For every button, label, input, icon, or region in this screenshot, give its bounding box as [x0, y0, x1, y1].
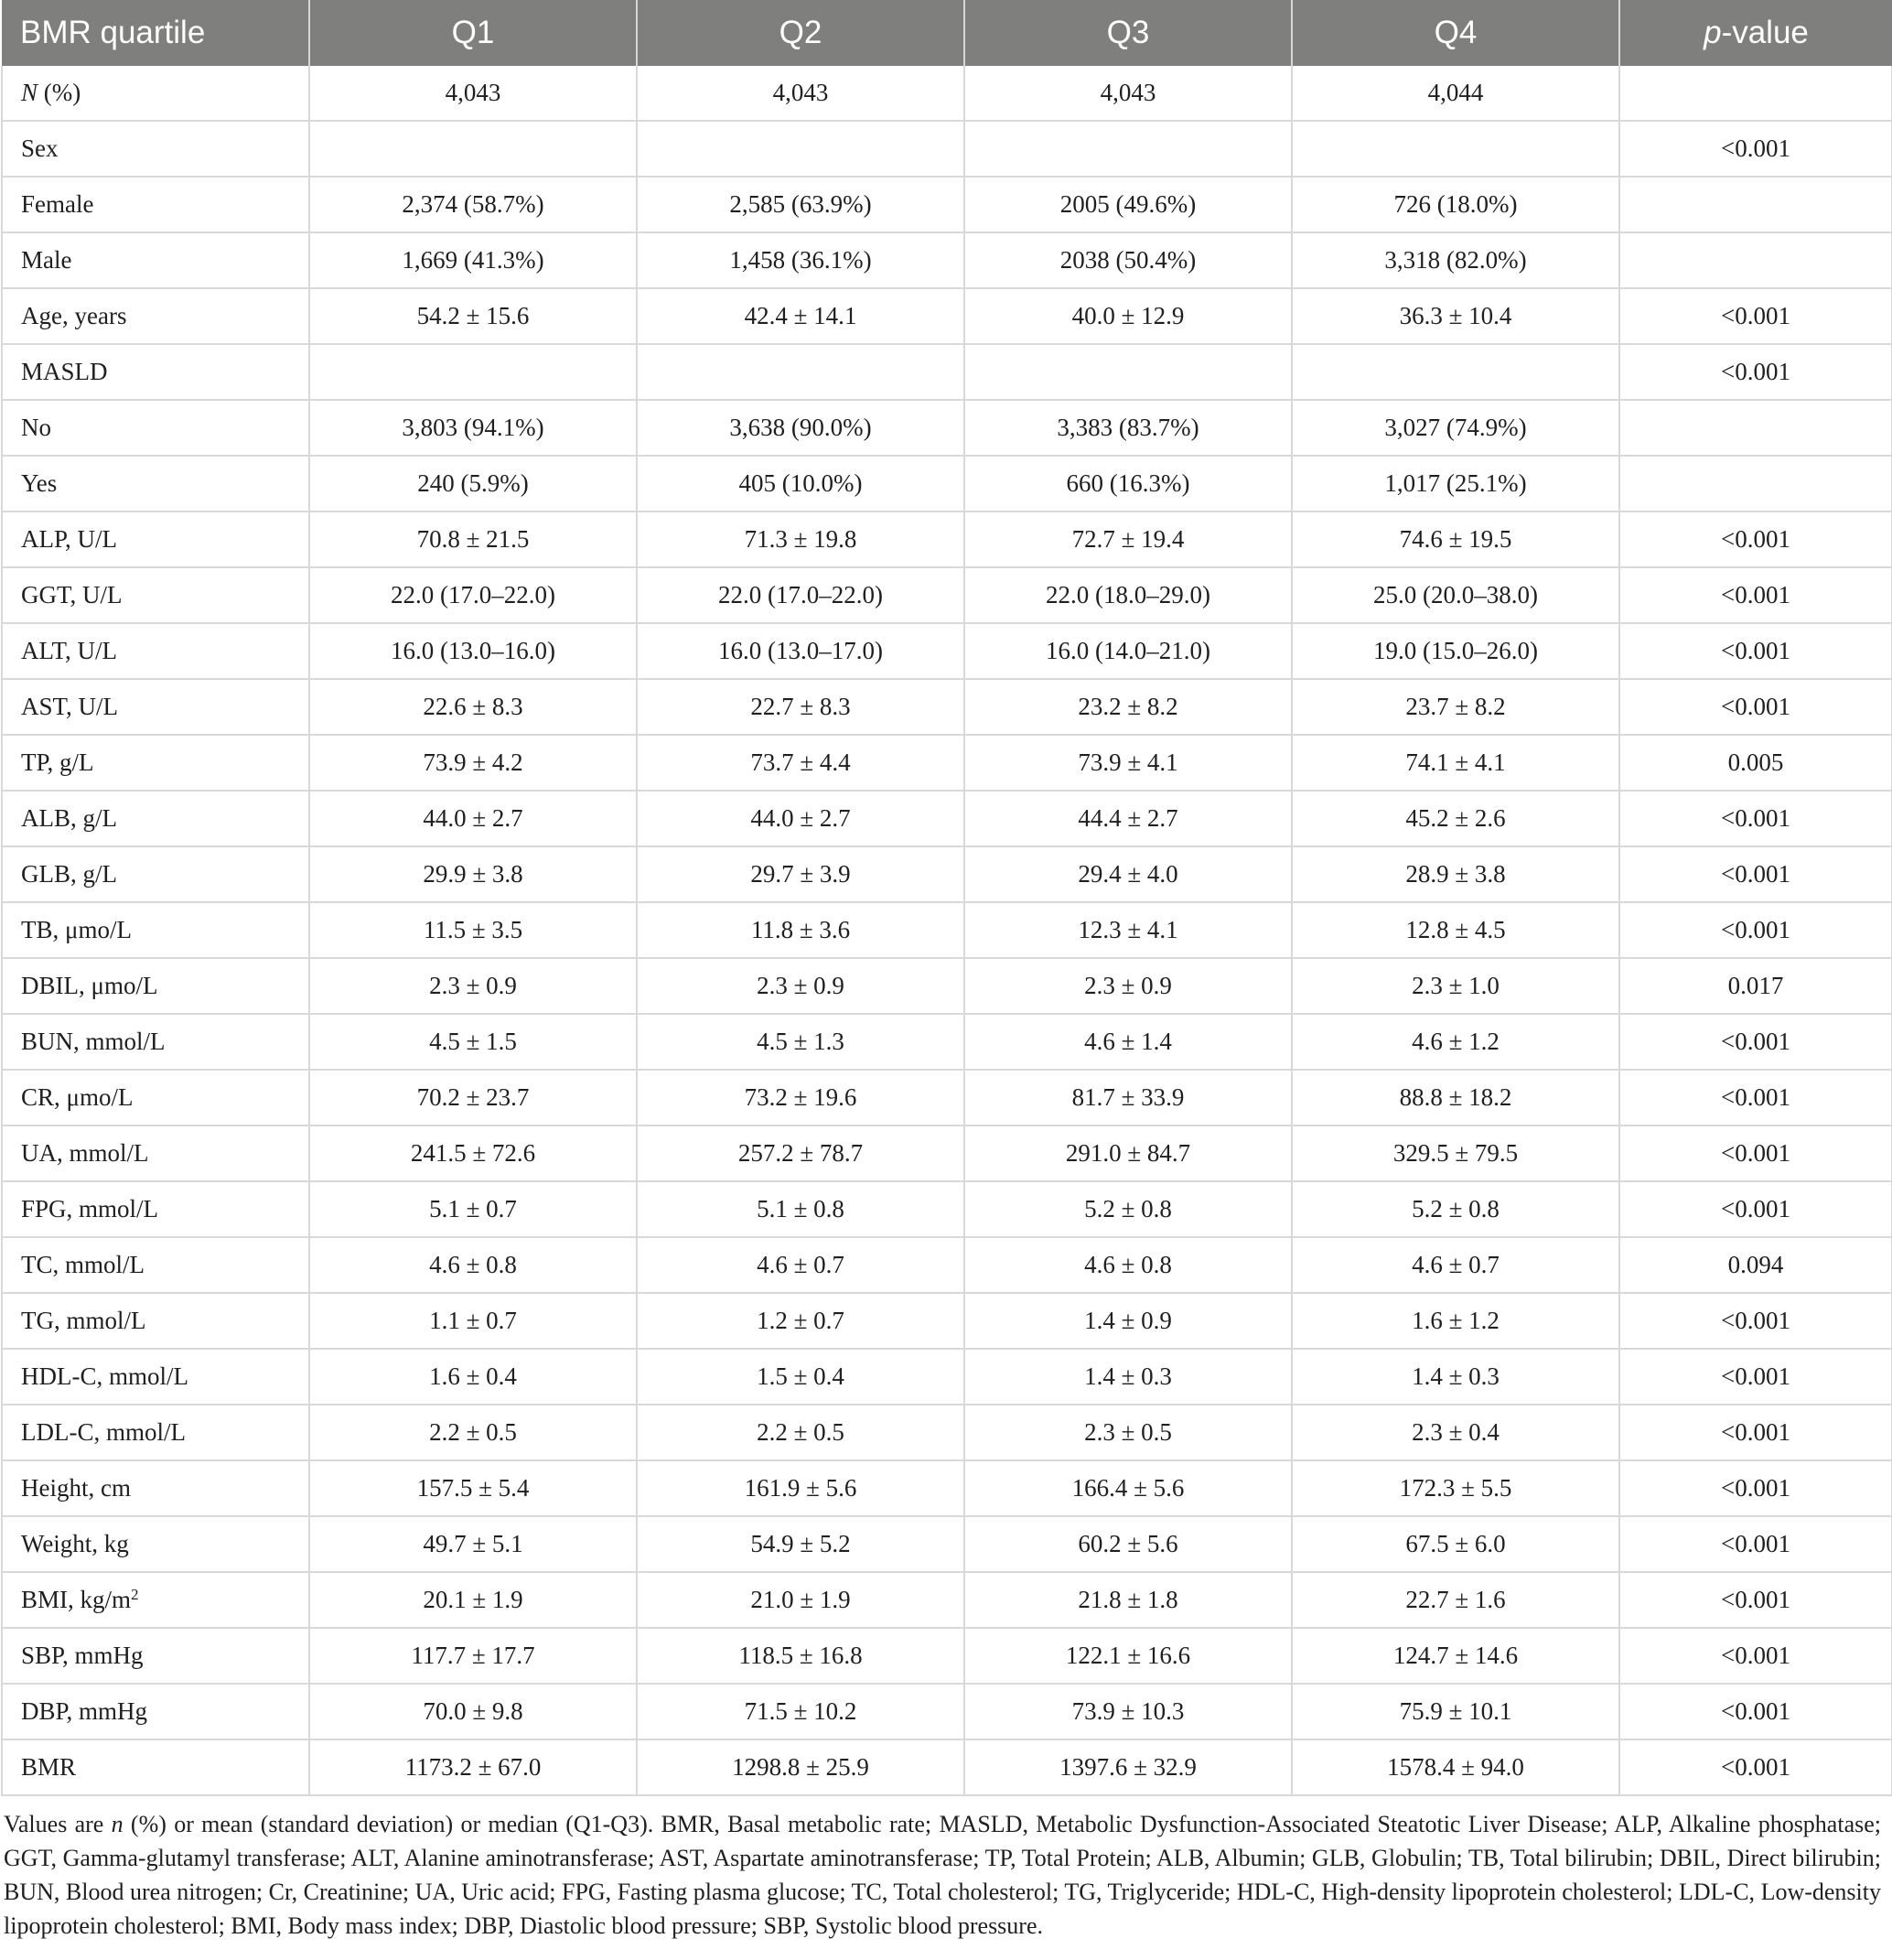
cell-q4: 1.4 ± 0.3 [1292, 1349, 1619, 1405]
header-q4: Q4 [1292, 0, 1619, 66]
cell-p-value [1619, 232, 1892, 288]
header-q3: Q3 [964, 0, 1292, 66]
row-label [2, 567, 309, 623]
cell-q4: 5.2 ± 0.8 [1292, 1181, 1619, 1237]
cell-p-value: <0.001 [1619, 1181, 1892, 1237]
cell-q3: 3,383 (83.7%) [964, 400, 1292, 456]
cell-q2: 5.1 ± 0.8 [637, 1181, 964, 1237]
cell-q4: 4.6 ± 0.7 [1292, 1237, 1619, 1293]
cell-q3: 29.4 ± 4.0 [964, 846, 1292, 902]
cell-q1: 70.2 ± 23.7 [309, 1070, 637, 1125]
n-italic: N [21, 79, 38, 106]
cell-q2: 161.9 ± 5.6 [637, 1460, 964, 1516]
cell-q4: 1578.4 ± 94.0 [1292, 1739, 1619, 1795]
cell-q3: 660 (16.3%) [964, 456, 1292, 512]
table-row [2, 1181, 1892, 1237]
row-label-text: TP, g/L [21, 748, 94, 776]
cell-q3: 23.2 ± 8.2 [964, 679, 1292, 735]
cell-q4: 23.7 ± 8.2 [1292, 679, 1619, 735]
cell-p-value: <0.001 [1619, 1070, 1892, 1125]
cell-q4: 2.3 ± 1.0 [1292, 958, 1619, 1014]
table-row [2, 958, 1892, 1014]
cell-p-value: <0.001 [1619, 1739, 1892, 1795]
bmr-quartile-table [1, 0, 1892, 1796]
row-label [2, 1572, 309, 1628]
row-label-text: Sex [21, 135, 59, 162]
cell-q2: 4,043 [637, 66, 964, 121]
cell-q2 [637, 121, 964, 177]
cell-q2: 73.7 ± 4.4 [637, 735, 964, 791]
cell-q4: 36.3 ± 10.4 [1292, 288, 1619, 344]
header-q2: Q2 [637, 0, 964, 66]
table-row [2, 1293, 1892, 1349]
table-row [2, 121, 1892, 177]
row-label-text: AST, U/L [21, 693, 118, 720]
cell-q4: 1,017 (25.1%) [1292, 456, 1619, 512]
row-label [2, 512, 309, 567]
row-label [2, 177, 309, 232]
cell-q1: 2,374 (58.7%) [309, 177, 637, 232]
cell-q2: 1,458 (36.1%) [637, 232, 964, 288]
cell-q2: 22.7 ± 8.3 [637, 679, 964, 735]
table-row [2, 232, 1892, 288]
row-label-text: BMR [21, 1753, 77, 1781]
cell-p-value: <0.001 [1619, 846, 1892, 902]
header-p-suffix: -value [1721, 15, 1809, 50]
row-label [2, 735, 309, 791]
table-row [2, 177, 1892, 232]
cell-q1: 5.1 ± 0.7 [309, 1181, 637, 1237]
cell-q3: 4,043 [964, 66, 1292, 121]
cell-q1: 54.2 ± 15.6 [309, 288, 637, 344]
table-row [2, 1237, 1892, 1293]
cell-q4 [1292, 344, 1619, 400]
row-label-text: Age, years [21, 302, 127, 329]
row-label [2, 1405, 309, 1460]
table-header [2, 0, 1892, 66]
table-row [2, 400, 1892, 456]
cell-q3: 166.4 ± 5.6 [964, 1460, 1292, 1516]
row-label [2, 400, 309, 456]
cell-q2: 118.5 ± 16.8 [637, 1628, 964, 1684]
cell-q1: 49.7 ± 5.1 [309, 1516, 637, 1572]
cell-p-value [1619, 456, 1892, 512]
cell-q1: 1173.2 ± 67.0 [309, 1739, 637, 1795]
cell-q2: 21.0 ± 1.9 [637, 1572, 964, 1628]
cell-q3 [964, 344, 1292, 400]
cell-p-value: <0.001 [1619, 567, 1892, 623]
cell-q2: 71.5 ± 10.2 [637, 1684, 964, 1739]
table-body [2, 66, 1892, 1795]
table-row [2, 567, 1892, 623]
cell-p-value: <0.001 [1619, 512, 1892, 567]
cell-q2: 29.7 ± 3.9 [637, 846, 964, 902]
cell-q1: 2.3 ± 0.9 [309, 958, 637, 1014]
table-footnote [0, 1796, 1888, 1943]
cell-q4: 3,318 (82.0%) [1292, 232, 1619, 288]
cell-p-value [1619, 177, 1892, 232]
cell-q3: 4.6 ± 1.4 [964, 1014, 1292, 1070]
table-row [2, 1070, 1892, 1125]
row-label-text: HDL-C, mmol/L [21, 1362, 188, 1390]
cell-q2: 257.2 ± 78.7 [637, 1125, 964, 1181]
row-label [2, 679, 309, 735]
cell-q2: 11.8 ± 3.6 [637, 902, 964, 958]
row-label [2, 121, 309, 177]
cell-q1: 4.5 ± 1.5 [309, 1014, 637, 1070]
cell-p-value: 0.005 [1619, 735, 1892, 791]
header-p-value [1619, 0, 1892, 66]
cell-p-value: <0.001 [1619, 121, 1892, 177]
cell-q1 [309, 121, 637, 177]
cell-q3: 5.2 ± 0.8 [964, 1181, 1292, 1237]
row-label-text: CR, μmo/L [21, 1083, 134, 1111]
row-label-text: ALT, U/L [21, 637, 117, 664]
cell-q1: 44.0 ± 2.7 [309, 791, 637, 846]
cell-q4: 172.3 ± 5.5 [1292, 1460, 1619, 1516]
cell-q1 [309, 344, 637, 400]
row-label [2, 456, 309, 512]
row-label-text: Height, cm [21, 1474, 131, 1502]
cell-p-value: <0.001 [1619, 902, 1892, 958]
row-label [2, 623, 309, 679]
cell-p-value: <0.001 [1619, 679, 1892, 735]
row-label [2, 232, 309, 288]
row-label-text: TG, mmol/L [21, 1307, 146, 1334]
row-label [2, 902, 309, 958]
cell-q4: 19.0 (15.0–26.0) [1292, 623, 1619, 679]
cell-q2: 44.0 ± 2.7 [637, 791, 964, 846]
cell-q3: 4.6 ± 0.8 [964, 1237, 1292, 1293]
cell-q4: 12.8 ± 4.5 [1292, 902, 1619, 958]
cell-q1: 240 (5.9%) [309, 456, 637, 512]
cell-p-value: <0.001 [1619, 1405, 1892, 1460]
cell-p-value: 0.094 [1619, 1237, 1892, 1293]
cell-q4: 74.6 ± 19.5 [1292, 512, 1619, 567]
cell-q3: 2.3 ± 0.9 [964, 958, 1292, 1014]
row-label-text: BUN, mmol/L [21, 1028, 166, 1055]
table-row [2, 1572, 1892, 1628]
cell-q4: 124.7 ± 14.6 [1292, 1628, 1619, 1684]
row-label-text: Male [21, 246, 72, 274]
cell-q1: 20.1 ± 1.9 [309, 1572, 637, 1628]
row-label-text: DBP, mmHg [21, 1697, 148, 1725]
cell-q1: 16.0 (13.0–16.0) [309, 623, 637, 679]
row-label [2, 1014, 309, 1070]
row-label [2, 1516, 309, 1572]
cell-q4: 4,044 [1292, 66, 1619, 121]
table-row [2, 679, 1892, 735]
cell-p-value [1619, 66, 1892, 121]
row-label-text: BMI, kg/m [21, 1586, 132, 1613]
row-label [2, 1237, 309, 1293]
table-row [2, 1739, 1892, 1795]
row-label [2, 1070, 309, 1125]
table-row [2, 1125, 1892, 1181]
row-label [2, 288, 309, 344]
row-label [2, 846, 309, 902]
row-label-text: UA, mmol/L [21, 1139, 149, 1167]
row-label-text: Yes [21, 469, 58, 497]
cell-q1: 1,669 (41.3%) [309, 232, 637, 288]
cell-q3: 2005 (49.6%) [964, 177, 1292, 232]
cell-q1: 2.2 ± 0.5 [309, 1405, 637, 1460]
footnote-prefix: Values are [4, 1811, 112, 1837]
cell-q2: 54.9 ± 5.2 [637, 1516, 964, 1572]
cell-q2: 42.4 ± 14.1 [637, 288, 964, 344]
cell-q1: 3,803 (94.1%) [309, 400, 637, 456]
cell-q3: 1.4 ± 0.3 [964, 1349, 1292, 1405]
cell-q2: 2.2 ± 0.5 [637, 1405, 964, 1460]
cell-p-value: <0.001 [1619, 1684, 1892, 1739]
header-row [2, 0, 1892, 66]
cell-q3: 1.4 ± 0.9 [964, 1293, 1292, 1349]
row-label [2, 958, 309, 1014]
cell-q4: 74.1 ± 4.1 [1292, 735, 1619, 791]
n-suffix: (%) [38, 79, 81, 106]
cell-q3 [964, 121, 1292, 177]
cell-q3: 122.1 ± 16.6 [964, 1628, 1292, 1684]
cell-q3: 73.9 ± 10.3 [964, 1684, 1292, 1739]
cell-p-value: 0.017 [1619, 958, 1892, 1014]
row-label-text: GLB, g/L [21, 860, 117, 888]
cell-p-value [1619, 400, 1892, 456]
table-row [2, 512, 1892, 567]
cell-q3: 40.0 ± 12.9 [964, 288, 1292, 344]
cell-q3: 22.0 (18.0–29.0) [964, 567, 1292, 623]
cell-q1: 1.1 ± 0.7 [309, 1293, 637, 1349]
header-p-italic: p [1704, 15, 1722, 50]
footnote-n-italic: n [111, 1811, 124, 1837]
cell-q3: 1397.6 ± 32.9 [964, 1739, 1292, 1795]
row-label [2, 791, 309, 846]
cell-q3: 12.3 ± 4.1 [964, 902, 1292, 958]
table-row [2, 735, 1892, 791]
cell-p-value: <0.001 [1619, 791, 1892, 846]
row-label [2, 1349, 309, 1405]
row-label-text: ALP, U/L [21, 525, 118, 553]
cell-q1: 241.5 ± 72.6 [309, 1125, 637, 1181]
cell-q4: 329.5 ± 79.5 [1292, 1125, 1619, 1181]
row-label [2, 66, 309, 121]
row-label-text: Weight, kg [21, 1530, 129, 1557]
cell-q3: 73.9 ± 4.1 [964, 735, 1292, 791]
table-row [2, 1014, 1892, 1070]
row-label [2, 1125, 309, 1181]
cell-q3: 16.0 (14.0–21.0) [964, 623, 1292, 679]
footnote-text: (%) or mean (standard deviation) or median (Q1-Q3). BMR, Basal metabolic rate; MASLD, Metabolic Dysfunction-Associated Steatotic Liver Disease; ALP, Alkaline phosphatase; GGT, Gamma-glutamyl transferase; ALT, Alanine aminotransferase; AST, Aspartate aminotransferase; TP, Total Protein; ALB, Albumin; GLB, Globulin; TB, Total bilirubin; DBIL, Direct bilirubin; BUN, Blood urea nitrogen; Cr, Creatinine; UA, Uric acid; FPG, Fasting plasma glucose; TC, Total cholesterol; TG, Triglyceride; HDL-C, High-density lipoprotein cholesterol; LDL-C, Low-density lipoprotein cholesterol; BMI, Body mass index; DBP, Diastolic blood pressure; SBP, Systolic blood pressure. [4, 1811, 1881, 1939]
cell-q1: 11.5 ± 3.5 [309, 902, 637, 958]
row-label [2, 1293, 309, 1349]
table-row [2, 623, 1892, 679]
cell-q1: 22.0 (17.0–22.0) [309, 567, 637, 623]
cell-q2: 1.5 ± 0.4 [637, 1349, 964, 1405]
row-label [2, 1628, 309, 1684]
cell-q2: 22.0 (17.0–22.0) [637, 567, 964, 623]
cell-q2: 2.3 ± 0.9 [637, 958, 964, 1014]
cell-q4: 3,027 (74.9%) [1292, 400, 1619, 456]
table-row [2, 288, 1892, 344]
cell-q4: 726 (18.0%) [1292, 177, 1619, 232]
cell-p-value: <0.001 [1619, 1125, 1892, 1181]
cell-q4: 4.6 ± 1.2 [1292, 1014, 1619, 1070]
row-label-text: No [21, 414, 51, 441]
cell-q1: 73.9 ± 4.2 [309, 735, 637, 791]
cell-q4: 22.7 ± 1.6 [1292, 1572, 1619, 1628]
cell-p-value: <0.001 [1619, 1293, 1892, 1349]
cell-q3: 2.3 ± 0.5 [964, 1405, 1292, 1460]
cell-q2: 4.5 ± 1.3 [637, 1014, 964, 1070]
cell-q2: 4.6 ± 0.7 [637, 1237, 964, 1293]
cell-q4: 45.2 ± 2.6 [1292, 791, 1619, 846]
table-row [2, 791, 1892, 846]
cell-q4: 2.3 ± 0.4 [1292, 1405, 1619, 1460]
header-bmr-quartile: BMR quartile [2, 0, 309, 66]
row-label-text: MASLD [21, 358, 108, 385]
table-row [2, 1460, 1892, 1516]
cell-q4 [1292, 121, 1619, 177]
table-row [2, 1349, 1892, 1405]
table-row [2, 1684, 1892, 1739]
cell-q4: 1.6 ± 1.2 [1292, 1293, 1619, 1349]
header-q1: Q1 [309, 0, 637, 66]
row-label-text: DBIL, μmo/L [21, 972, 158, 999]
row-label-text: TC, mmol/L [21, 1251, 145, 1278]
table-row [2, 66, 1892, 121]
table-row [2, 344, 1892, 400]
cell-q3: 21.8 ± 1.8 [964, 1572, 1292, 1628]
table-row [2, 1628, 1892, 1684]
cell-q1: 70.8 ± 21.5 [309, 512, 637, 567]
row-label [2, 1739, 309, 1795]
row-label [2, 1684, 309, 1739]
row-label-text: GGT, U/L [21, 581, 123, 608]
cell-q3: 60.2 ± 5.6 [964, 1516, 1292, 1572]
cell-q1: 4,043 [309, 66, 637, 121]
row-label-text: LDL-C, mmol/L [21, 1418, 186, 1446]
table-row [2, 1405, 1892, 1460]
cell-q3: 2038 (50.4%) [964, 232, 1292, 288]
cell-p-value: <0.001 [1619, 1460, 1892, 1516]
cell-q3: 44.4 ± 2.7 [964, 791, 1292, 846]
cell-q3: 291.0 ± 84.7 [964, 1125, 1292, 1181]
cell-p-value: <0.001 [1619, 1349, 1892, 1405]
cell-q2 [637, 344, 964, 400]
cell-q1: 1.6 ± 0.4 [309, 1349, 637, 1405]
row-label [2, 1181, 309, 1237]
cell-q4: 28.9 ± 3.8 [1292, 846, 1619, 902]
cell-q4: 75.9 ± 10.1 [1292, 1684, 1619, 1739]
table-row [2, 902, 1892, 958]
cell-p-value: <0.001 [1619, 344, 1892, 400]
cell-q4: 25.0 (20.0–38.0) [1292, 567, 1619, 623]
row-label-text: TB, μmo/L [21, 916, 132, 943]
cell-q1: 157.5 ± 5.4 [309, 1460, 637, 1516]
cell-q2: 73.2 ± 19.6 [637, 1070, 964, 1125]
cell-q3: 81.7 ± 33.9 [964, 1070, 1292, 1125]
cell-q1: 29.9 ± 3.8 [309, 846, 637, 902]
cell-q2: 16.0 (13.0–17.0) [637, 623, 964, 679]
cell-q2: 2,585 (63.9%) [637, 177, 964, 232]
cell-p-value: <0.001 [1619, 1572, 1892, 1628]
table-row [2, 456, 1892, 512]
row-label-superscript: 2 [131, 1586, 139, 1603]
cell-q1: 117.7 ± 17.7 [309, 1628, 637, 1684]
cell-p-value: <0.001 [1619, 623, 1892, 679]
cell-q1: 4.6 ± 0.8 [309, 1237, 637, 1293]
cell-p-value: <0.001 [1619, 1628, 1892, 1684]
row-label-text: Female [21, 190, 94, 218]
table-row [2, 1516, 1892, 1572]
row-label-text: ALB, g/L [21, 804, 117, 832]
row-label [2, 344, 309, 400]
cell-q2: 3,638 (90.0%) [637, 400, 964, 456]
cell-q4: 67.5 ± 6.0 [1292, 1516, 1619, 1572]
cell-q2: 71.3 ± 19.8 [637, 512, 964, 567]
table-row [2, 846, 1892, 902]
cell-p-value: <0.001 [1619, 1014, 1892, 1070]
cell-q4: 88.8 ± 18.2 [1292, 1070, 1619, 1125]
cell-q2: 405 (10.0%) [637, 456, 964, 512]
cell-q3: 72.7 ± 19.4 [964, 512, 1292, 567]
cell-q2: 1298.8 ± 25.9 [637, 1739, 964, 1795]
cell-q2: 1.2 ± 0.7 [637, 1293, 964, 1349]
cell-p-value: <0.001 [1619, 1516, 1892, 1572]
cell-q1: 70.0 ± 9.8 [309, 1684, 637, 1739]
row-label-text: FPG, mmol/L [21, 1195, 159, 1222]
row-label [2, 1460, 309, 1516]
row-label-text: SBP, mmHg [21, 1642, 144, 1669]
cell-q1: 22.6 ± 8.3 [309, 679, 637, 735]
cell-p-value: <0.001 [1619, 288, 1892, 344]
